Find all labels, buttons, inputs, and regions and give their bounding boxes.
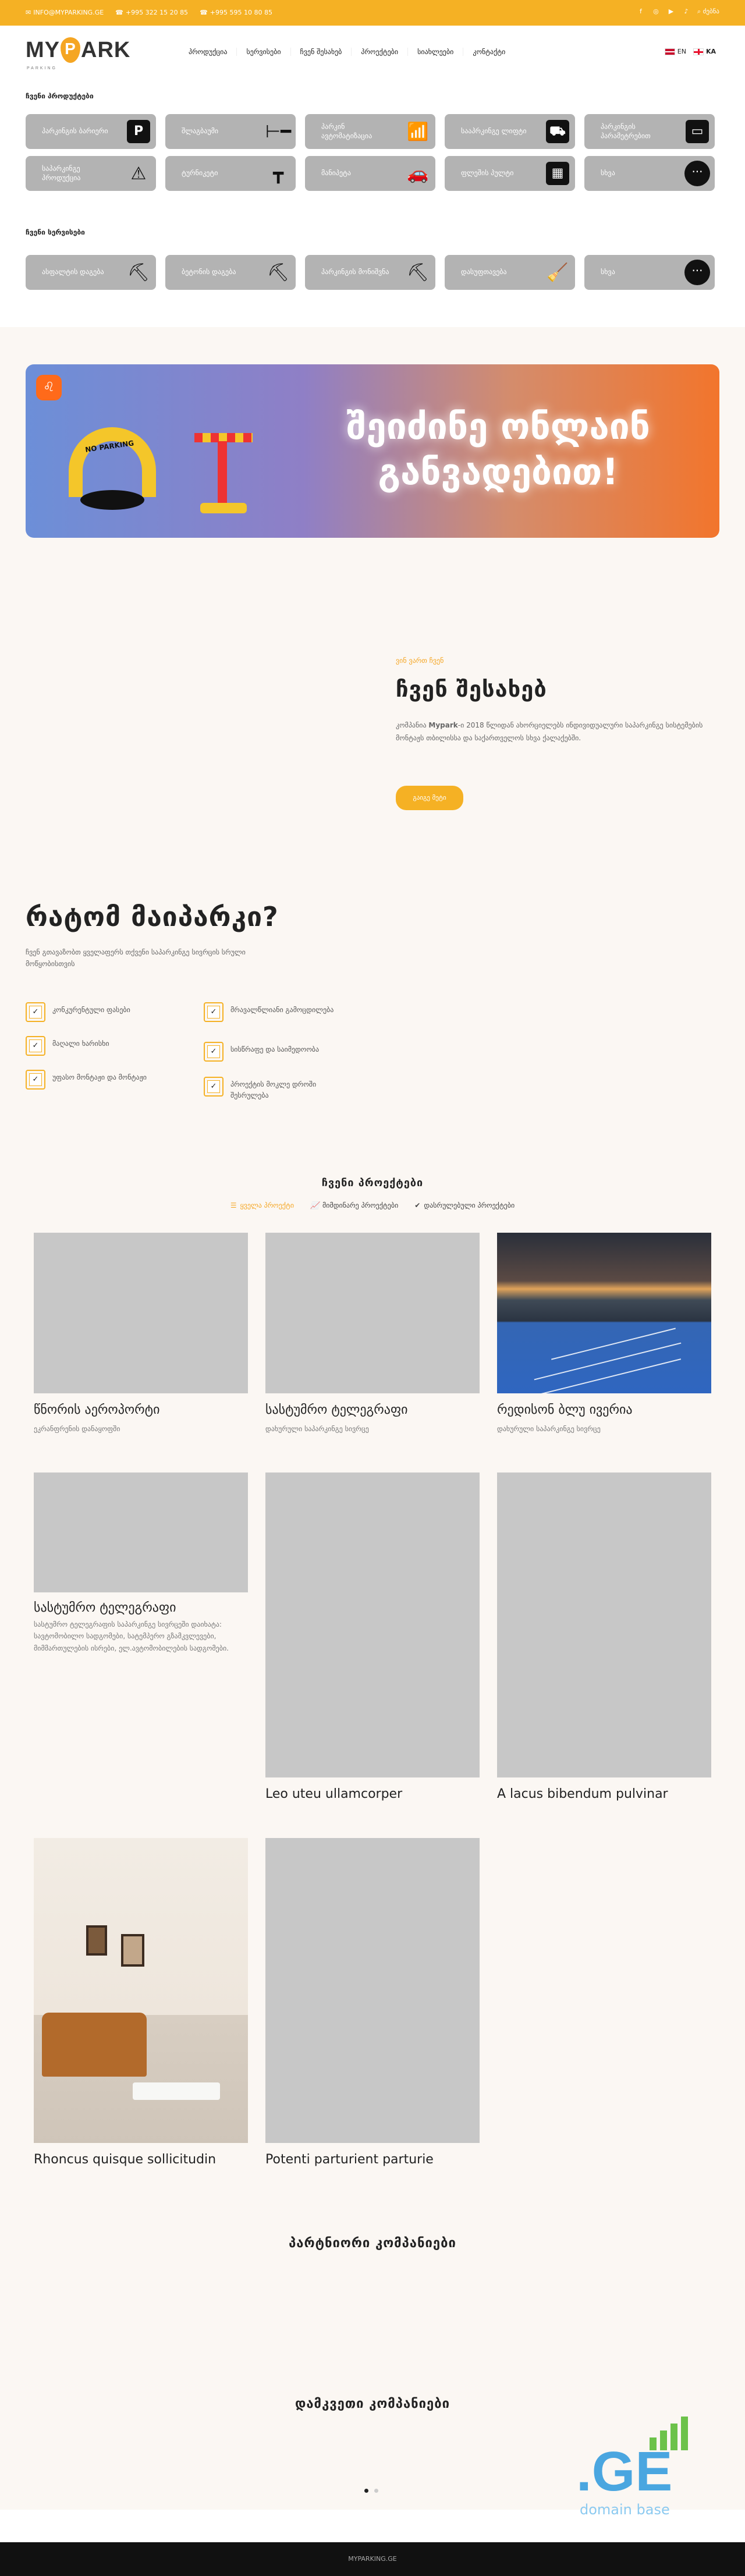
product-tile[interactable] — [26, 156, 156, 191]
clients-title: დამკვეთი კომპანიები — [295, 2397, 450, 2411]
project-card[interactable] — [265, 1472, 480, 1801]
main-nav — [179, 48, 515, 56]
youtube-icon[interactable]: ▶ — [668, 8, 674, 15]
language-switcher — [665, 48, 716, 55]
car-icon: 🚗 — [407, 163, 429, 184]
feature-text: კონკურენტული ფასები — [52, 1006, 130, 1014]
parking-post-image — [194, 433, 253, 515]
ge-logo-text: .GE — [576, 2440, 673, 2503]
project-title: Leo uteu ullamcorper — [265, 1787, 403, 1801]
tile-label: სააპრკინგე ლიფტი — [461, 127, 527, 136]
feature-item — [204, 1002, 335, 1022]
why-title: რატომ მაიპარკი? — [26, 901, 279, 932]
project-subtitle: ეკრანფრენის დანაყოფში — [34, 1425, 120, 1433]
check-icon: ✓ — [204, 1077, 224, 1097]
tile-label: სხვა — [601, 268, 615, 276]
product-tile[interactable] — [584, 156, 715, 191]
feature-item — [26, 1002, 157, 1022]
service-tile[interactable] — [26, 255, 156, 290]
instagram-icon[interactable]: ◎ — [653, 8, 659, 15]
product-tile[interactable] — [445, 114, 575, 149]
project-title: წნორის აეროპორტი — [34, 1403, 160, 1417]
parking-barrier-image — [63, 427, 162, 515]
product-tile[interactable] — [165, 156, 296, 191]
footer-text: MYPARKING.GE — [348, 2555, 397, 2563]
barrier-text: NO PARKING — [84, 439, 134, 454]
project-card[interactable] — [265, 1233, 480, 1435]
product-tile[interactable] — [584, 114, 715, 149]
feature-item — [204, 1042, 335, 1062]
project-title: სასტუმრო ტელეგრაფი — [34, 1601, 176, 1615]
projects-title: ჩვენი პროექტები — [321, 1177, 424, 1189]
product-tile[interactable] — [445, 156, 575, 191]
check-icon: ✓ — [26, 1070, 45, 1090]
filter-label: ყველა პროექტი — [240, 1201, 295, 1209]
lang-ka[interactable] — [693, 48, 716, 55]
phone-text-1: +995 322 15 20 85 — [125, 9, 189, 16]
tile-label: პარკინგის ბარიერი — [42, 127, 108, 136]
nav-contact[interactable]: კონტაქტი — [473, 48, 506, 56]
banner-line-1: შეიძინე ონლაინ — [346, 405, 650, 448]
project-card[interactable] — [265, 1838, 480, 2167]
carousel-dots — [364, 2489, 378, 2493]
nav-services[interactable]: სერვისები — [237, 48, 290, 56]
filter-all[interactable] — [230, 1201, 294, 1209]
parking-p-icon — [126, 120, 151, 143]
project-image — [265, 1838, 480, 2143]
about-pretitle: ვინ ვართ ჩვენ — [396, 657, 444, 665]
chart-icon: 📈 — [310, 1201, 319, 1209]
warning-icon: ⚠ — [130, 163, 147, 184]
check-icon: ✓ — [204, 1042, 224, 1062]
why-subtitle: ჩვენ გთავაზობთ ყველაფერს თქვენი საპარკინგე სივრცის სრული მოწყობისთვის — [26, 948, 246, 968]
project-title: Rhoncus quisque sollicitudin — [34, 2152, 217, 2167]
barrier-gate-icon: ⊢━ — [265, 121, 292, 142]
tile-label: პარკინგის პარამეტრებით — [601, 122, 651, 140]
p-glyph: P — [127, 120, 150, 143]
service-tile[interactable] — [445, 255, 575, 290]
tile-label: ასფალტის დაგება — [42, 268, 104, 276]
nav-news[interactable]: სიახლეები — [408, 48, 463, 56]
worker-icon: ⛏ — [127, 262, 150, 283]
project-card[interactable] — [497, 1472, 711, 1801]
learn-more-button[interactable]: გაიგე მეტი — [396, 786, 463, 810]
tile-label: პარკინ ავტომატიზაცია — [321, 122, 372, 140]
project-image — [34, 1233, 248, 1393]
phone-text-2: +995 595 10 80 85 — [210, 9, 272, 16]
facebook-icon[interactable]: f — [640, 8, 642, 15]
tile-label: საპარკინგე პროდუქცია — [42, 164, 81, 182]
footer — [0, 2542, 745, 2576]
living-room-photo — [34, 1838, 248, 2143]
project-card[interactable] — [34, 1838, 248, 2167]
lang-en-label: EN — [677, 48, 686, 55]
nav-about[interactable]: ჩვენ შესახებ — [291, 48, 352, 56]
social-links — [637, 8, 719, 16]
tiktok-icon[interactable]: ♪ — [684, 8, 689, 15]
tile-label: მანიპეტა — [321, 169, 351, 178]
remote-icon: ▦ — [545, 162, 570, 185]
tile-label: პარკინგის მონიშვნა — [321, 268, 389, 276]
project-image — [497, 1472, 711, 1777]
header — [0, 26, 745, 79]
project-subtitle: დახურული საპარკინგე სივრცე — [265, 1425, 369, 1433]
phone-link-2[interactable]: ☎ +995 595 10 80 85 — [200, 9, 272, 16]
service-tile[interactable] — [165, 255, 296, 290]
banner-headline — [324, 404, 673, 494]
filter-ongoing[interactable] — [310, 1201, 398, 1209]
more-icon: ··· — [684, 261, 710, 284]
lang-ka-label: KA — [705, 48, 716, 55]
nav-products[interactable]: პროდუქცია — [179, 48, 237, 56]
nav-projects[interactable]: პროექტები — [352, 48, 408, 56]
more-icon: ··· — [684, 162, 710, 185]
phone-link-1[interactable]: ☎ +995 322 15 20 85 — [115, 9, 189, 16]
project-subtitle: სასტუმრო ტელეგრაფის საპარკინგე სივრცეში დაიხატა: სავტომობილო სადგომები, სატემპერო გზამკვლევები, მიმმართულების ისრები, ელ.ავტომობილების სადგომები. — [34, 1620, 229, 1652]
promo-banner[interactable] — [26, 364, 719, 538]
car-lift-icon: ⛟ — [545, 120, 570, 143]
check-circle-icon: ✔ — [414, 1201, 421, 1209]
filter-label: მიმდინარე პროექტები — [322, 1201, 399, 1209]
worker-icon: ⛏ — [406, 262, 430, 283]
sweeper-icon: 🧹 — [547, 262, 569, 283]
check-icon: ✓ — [26, 1036, 45, 1056]
project-subtitle: დახურული საპარკინგე სივრცე — [497, 1425, 601, 1433]
search-label: ძებნა — [703, 8, 719, 15]
product-tile[interactable] — [305, 114, 435, 149]
logo-text-a: MY — [26, 37, 60, 62]
ge-logo-subtext: domain base — [580, 2502, 670, 2518]
logo-tagline: PARKING — [27, 66, 57, 70]
logo-text-b: ARK — [81, 37, 131, 62]
filter-label: დასრულებული პროექტები — [424, 1201, 515, 1209]
banner-line-2: განვადებით! — [378, 450, 619, 493]
about-text — [396, 719, 722, 744]
about-brand: Mypark — [428, 721, 458, 729]
product-tile[interactable] — [165, 114, 296, 149]
lang-en[interactable] — [665, 48, 686, 55]
list-icon: ☰ — [230, 1201, 237, 1209]
email-text: INFO@MYPARKING.GE — [33, 9, 104, 16]
top-bar — [0, 0, 745, 26]
feature-text: მრავალწლიანი გამოცდილება — [230, 1006, 334, 1014]
project-title: სასტუმრო ტელეგრაფი — [265, 1403, 408, 1417]
about-title: ჩვენ შესახებ — [396, 676, 547, 702]
project-title: რედისონ ბლუ ივერია — [497, 1403, 633, 1417]
service-tile[interactable] — [584, 255, 715, 290]
turnstile-icon: ┳ — [272, 163, 284, 184]
tile-label: ტურნიკეტი — [182, 169, 218, 178]
project-title: A lacus bibendum pulvinar — [497, 1787, 668, 1801]
about-text-b: -ი 2018 წლიდან ახორციელებს ინდივიდუალური საპარკინგე სისტემების მონტაჟს თბილისსა და საქართველოს სხვა ქალაქებში. — [396, 721, 703, 742]
feature-item — [26, 1036, 157, 1056]
feature-item — [26, 1070, 157, 1090]
service-tile[interactable] — [305, 255, 435, 290]
uk-flag-icon — [665, 48, 675, 55]
lion-logo-icon: ♌ — [36, 375, 62, 400]
partners-title: პარტნიორი კომპანიები — [289, 2236, 456, 2251]
project-image — [34, 1472, 248, 1592]
project-card[interactable] — [497, 1233, 711, 1435]
feature-item — [204, 1077, 335, 1101]
project-filters — [0, 1201, 745, 1209]
sensor-icon: 📶 — [407, 121, 429, 142]
tile-label: შლაგბაუმი — [182, 127, 219, 136]
project-card[interactable] — [34, 1233, 248, 1435]
site-logo[interactable] — [26, 37, 131, 70]
project-image — [265, 1233, 480, 1393]
carousel-dot-2[interactable] — [374, 2489, 378, 2493]
parking-sign-icon: ▭ — [684, 120, 710, 143]
products-grid — [26, 114, 715, 191]
georgia-flag-icon — [693, 48, 704, 55]
about-text-a: კომპანია — [396, 721, 429, 729]
services-heading: ჩვენი სერვისები — [26, 228, 85, 236]
check-icon: ✓ — [26, 1002, 45, 1022]
feature-text: სისწრაფე და საიმედოობა — [230, 1045, 320, 1053]
project-card[interactable] — [34, 1472, 248, 1654]
search-button[interactable]: ⌕ ძებნა — [697, 8, 719, 15]
contact-info — [26, 9, 272, 16]
parking-lot-photo — [497, 1233, 711, 1393]
logo-pin-icon: P — [61, 37, 80, 63]
filter-finished[interactable] — [414, 1201, 515, 1209]
project-image — [265, 1472, 480, 1777]
domain-base-logo[interactable] — [576, 2415, 704, 2518]
product-tile[interactable] — [305, 156, 435, 191]
feature-text: მაღალი ხარისხი — [52, 1039, 109, 1048]
carousel-dot-1[interactable] — [364, 2489, 368, 2493]
services-grid — [26, 255, 715, 290]
tile-label: დასუფთავება — [461, 268, 507, 276]
product-tile[interactable] — [26, 114, 156, 149]
worker-icon: ⛏ — [267, 262, 290, 283]
tile-label: ბეტონის დაგება — [182, 268, 236, 276]
project-title: Potenti parturient parturie — [265, 2152, 434, 2167]
products-heading: ჩვენი პროდუქტები — [26, 92, 94, 100]
check-icon: ✓ — [204, 1002, 224, 1022]
email-link[interactable]: ✉ INFO@MYPARKING.GE — [26, 9, 104, 16]
feature-text: პროექტის მოკლე დროში შესრულება — [230, 1080, 317, 1099]
feature-text: უფასო მონტაჟი და მონტაჟი — [52, 1073, 147, 1081]
tile-label: ფლეშის პულტი — [461, 169, 514, 178]
tile-label: სხვა — [601, 169, 615, 178]
